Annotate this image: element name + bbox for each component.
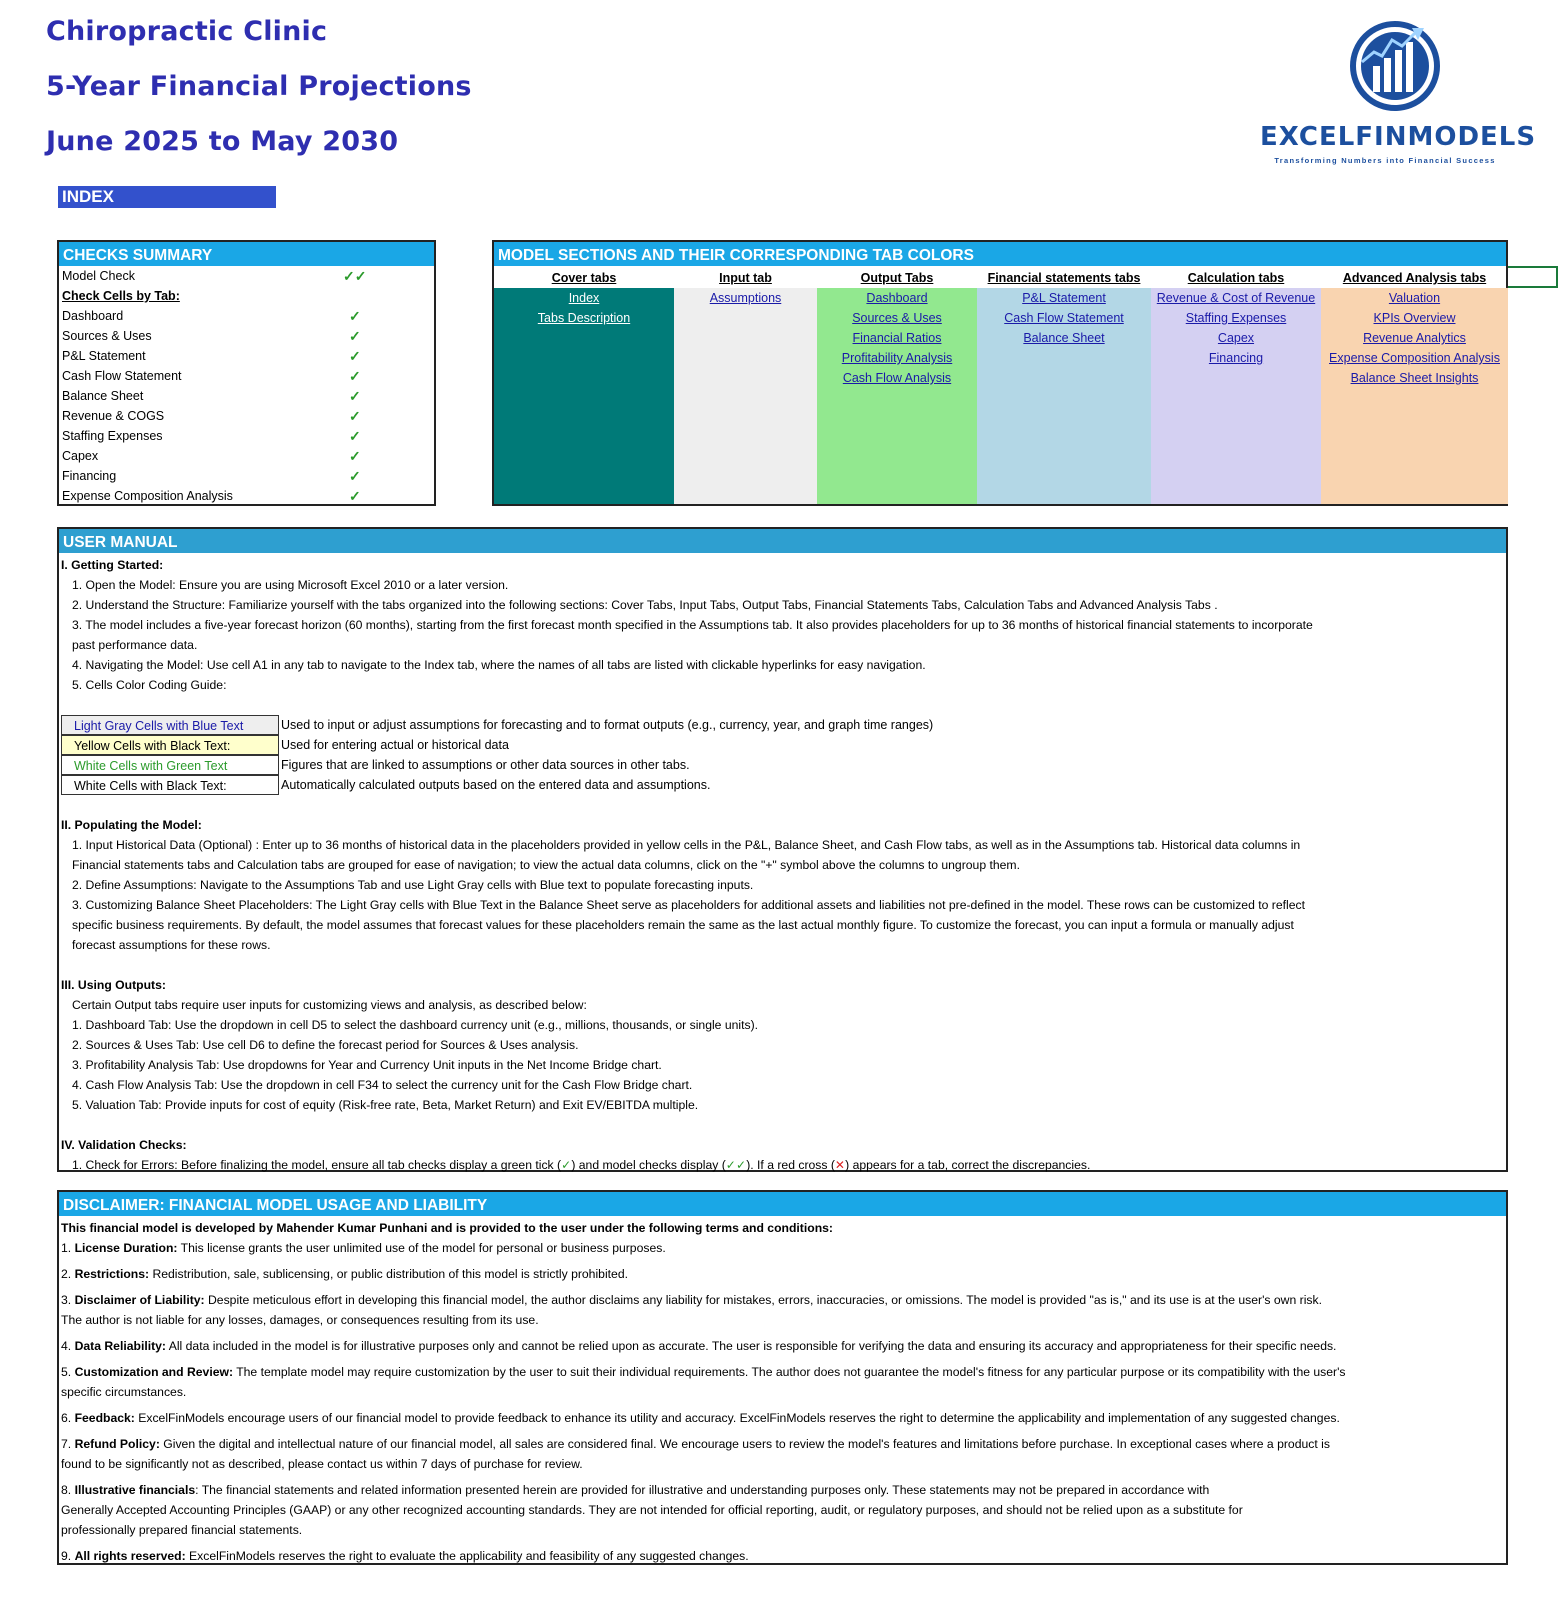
disclaimer-term: License Duration: — [74, 1241, 178, 1255]
disclaimer-number: 6. — [61, 1411, 75, 1425]
section-heading: Financial statements tabs — [987, 271, 1141, 285]
check-row — [59, 346, 434, 366]
disclaimer-number: 7. — [61, 1437, 75, 1451]
disclaimer-text: Redistribution, sale, sublicensing, or public distribution of this model is strictly prohibited. — [149, 1267, 628, 1281]
manual-line: 1. Dashboard Tab: Use the dropdown in cell D5 to select the dashboard currency unit (e.g., millions, thousands, or single units). — [72, 1018, 759, 1032]
manual-line: 5. Cells Color Coding Guide: — [72, 678, 227, 692]
tab-link[interactable]: Sources & Uses — [852, 311, 942, 325]
validation-text: ) and model checks display ( — [571, 1158, 726, 1172]
check-tick-icon: ✓ — [349, 328, 361, 344]
disclaimer-item — [61, 1290, 1322, 1310]
model-check-icon: ✓✓ — [343, 268, 367, 284]
index-label: INDEX — [58, 186, 276, 208]
section-heading: Advanced Analysis tabs — [1342, 271, 1487, 285]
check-label: Cash Flow Statement — [62, 369, 182, 383]
section-column — [674, 288, 817, 504]
checks-summary-panel — [57, 240, 436, 506]
disclaimer-text: Given the digital and intellectual nature of our financial model, all sales are considered final. We encourage users to review the model's features and limitations before purchase. In exceptional cases where a product is — [159, 1437, 1330, 1451]
disclaimer-item — [61, 1238, 666, 1258]
disclaimer-body — [59, 1218, 1504, 1563]
model-sections-title: MODEL SECTIONS AND THEIR CORRESPONDING TAB COLORS — [494, 242, 1506, 266]
manual-line: Financial statements tabs and Calculation tabs are grouped for ease of navigation; to view the actual data columns, click on the "+" symbol above the columns to ungroup them. — [72, 858, 1020, 872]
selected-cell[interactable] — [1508, 266, 1558, 288]
model-sections-panel — [492, 240, 1508, 506]
check-tick-icon: ✓ — [349, 488, 361, 504]
color-legend-cell: Yellow Cells with Black Text: — [61, 735, 279, 755]
section-heading: Output Tabs — [860, 271, 934, 285]
disclaimer-continuation: found to be significantly not as described, please contact us within 7 days of purchase for review. — [61, 1457, 583, 1471]
disclaimer-item — [61, 1480, 1209, 1500]
logo-tagline: Transforming Numbers into Financial Success — [1274, 156, 1496, 165]
tab-link[interactable]: Index — [568, 291, 600, 305]
disclaimer-item — [61, 1362, 1346, 1382]
check-row — [59, 446, 434, 466]
check-label: Revenue & COGS — [62, 409, 165, 423]
check-tick-icon: ✓ — [349, 468, 361, 484]
check-tick-icon: ✓ — [349, 388, 361, 404]
section-links — [494, 288, 674, 328]
check-cells-by-tab-label: Check Cells by Tab: — [62, 289, 180, 303]
color-legend-description: Used for entering actual or historical data — [281, 738, 509, 752]
manual-line: 5. Valuation Tab: Provide inputs for cost of equity (Risk-free rate, Beta, Market Return) and Exit EV/EBITDA multiple. — [72, 1098, 699, 1112]
manual-line: 3. Profitability Analysis Tab: Use dropdowns for Year and Currency Unit inputs in the Net Income Bridge chart. — [72, 1058, 662, 1072]
check-label: Expense Composition Analysis — [62, 489, 233, 503]
manual-line: 2. Define Assumptions: Navigate to the Assumptions Tab and use Light Gray cells with Blue text to populate forecasting inputs. — [72, 878, 754, 892]
check-tick-icon: ✓ — [349, 408, 361, 424]
tab-link[interactable]: Dashboard — [866, 291, 928, 305]
disclaimer-term: Feedback: — [74, 1411, 135, 1425]
validation-text: ) appears for a tab, correct the discrepancies. — [845, 1158, 1091, 1172]
disclaimer-text: ExcelFinModels reserves the right to evaluate the applicability and feasibility of any suggested changes. — [185, 1549, 749, 1563]
tab-link[interactable]: Cash Flow Statement — [1004, 311, 1124, 325]
disclaimer-item — [61, 1434, 1330, 1454]
check-tick-icon: ✓ — [349, 308, 361, 324]
check-tick-icon: ✓ — [349, 368, 361, 384]
green-tick-icon: ✓ — [561, 1158, 572, 1172]
section-heading: Input tab — [719, 271, 772, 285]
tab-link[interactable]: Revenue & Cost of Revenue — [1156, 291, 1316, 305]
tab-link[interactable]: Revenue Analytics — [1363, 331, 1466, 345]
manual-line: Certain Output tabs require user inputs for customizing views and analysis, as described below: — [72, 998, 587, 1012]
tab-link[interactable]: Expense Composition Analysis — [1329, 351, 1500, 365]
manual-line: 1. Input Historical Data (Optional) : Enter up to 36 months of historical data in the placeholders provided in yellow cells in the P&L, Balance Sheet, and Cash Flow tabs, as well as in the Assumptions tab. Historical data columns in — [72, 838, 1301, 852]
disclaimer-continuation: Generally Accepted Accounting Principles (GAAP) or any other recognized accounting standards. They are not intended for official reporting, audit, or regulatory purposes, and should not be relied upon as a substitute for — [61, 1503, 1243, 1517]
logo-name: EXCELFINMODELS — [1260, 122, 1537, 152]
red-cross-icon: ✕ — [834, 1158, 846, 1172]
disclaimer-text: The template model may require customization by the user to suit their individual requirements. The author does not guarantee the model's fitness for any particular purpose or its compatibility with the user's — [233, 1365, 1346, 1379]
manual-line: 3. Customizing Balance Sheet Placeholders: The Light Gray cells with Blue Text in the Balance Sheet serve as placeholders for additional assets and liabilities not pre-defined in the model. These rows can be customized to reflect — [72, 898, 1305, 912]
tab-link[interactable]: Balance Sheet Insights — [1350, 371, 1479, 385]
check-row — [59, 486, 434, 506]
bar-chart-arrow-logo-icon — [1260, 18, 1510, 118]
manual-line: 1. Open the Model: Ensure you are using Microsoft Excel 2010 or a later version. — [72, 578, 509, 592]
disclaimer-term: Illustrative financials — [74, 1483, 196, 1497]
manual-line: 2. Understand the Structure: Familiarize yourself with the tabs organized into the following sections: Cover Tabs, Input Tabs, Output Tabs, Financial Statements Tabs, Calculation Tabs and Advanced Analysis Tabs . — [72, 598, 1218, 612]
date-range-title: June 2025 to May 2030 — [46, 126, 399, 157]
manual-line: past performance data. — [72, 638, 198, 652]
tab-link[interactable]: P&L Statement — [1022, 291, 1106, 305]
disclaimer-number: 3. — [61, 1293, 75, 1307]
manual-line: 3. The model includes a five-year forecast horizon (60 months), starting from the first forecast month specified in the Assumptions tab. It also provides placeholders for up to 36 months of historical financial statements to incorporate — [72, 618, 1313, 632]
user-manual-panel — [57, 527, 1508, 1172]
section-heading: Calculation tabs — [1187, 271, 1285, 285]
tab-link[interactable]: Financing — [1208, 351, 1264, 365]
tab-link[interactable]: Staffing Expenses — [1185, 311, 1287, 325]
color-legend-description: Automatically calculated outputs based on the entered data and assumptions. — [281, 778, 711, 792]
section-links — [817, 288, 977, 388]
model-check-row — [59, 266, 434, 286]
tab-link[interactable]: Balance Sheet — [1023, 331, 1105, 345]
disclaimer-text: All data included in the model is for illustrative purposes only and cannot be relied upon as accurate. The user is responsible for verifying the data and ensuring its accuracy and appropriateness for their specific needs. — [166, 1339, 1337, 1353]
check-label: Capex — [62, 449, 99, 463]
manual-section-heading: III. Using Outputs: — [61, 978, 166, 992]
disclaimer-term: Restrictions: — [74, 1267, 150, 1281]
check-label: Balance Sheet — [62, 389, 144, 403]
validation-text: ). If a red cross ( — [746, 1158, 835, 1172]
section-heading: Cover tabs — [551, 271, 617, 285]
disclaimer-text: Despite meticulous effort in developing this financial model, the author disclaims any liability for mistakes, errors, inaccuracies, or omissions. The model is provided "as is," and its use is at the user's own risk. — [204, 1293, 1322, 1307]
color-legend-cell: Light Gray Cells with Blue Text — [61, 715, 279, 735]
check-row — [59, 466, 434, 486]
disclaimer-continuation: specific circumstances. — [61, 1385, 187, 1399]
disclaimer-intro: This financial model is developed by Mahender Kumar Punhani and is provided to the user under the following terms and conditions: — [61, 1221, 833, 1235]
tab-link[interactable]: Cash Flow Analysis — [842, 371, 952, 385]
tab-link[interactable]: Capex — [1217, 331, 1255, 345]
manual-section-heading: I. Getting Started: — [61, 558, 164, 572]
check-row — [59, 426, 434, 446]
check-label: Sources & Uses — [62, 329, 152, 343]
manual-line: 4. Navigating the Model: Use cell A1 in any tab to navigate to the Index tab, where the names of all tabs are listed with clickable hyperlinks for easy navigation. — [72, 658, 926, 672]
check-row — [59, 406, 434, 426]
disclaimer-title: DISCLAIMER: FINANCIAL MODEL USAGE AND LIABILITY — [59, 1192, 1506, 1216]
disclaimer-text: This license grants the user unlimited use of the model for personal or business purposes. — [177, 1241, 666, 1255]
color-legend-cell: White Cells with Green Text — [61, 755, 279, 775]
check-row — [59, 326, 434, 346]
disclaimer-number: 5. — [61, 1365, 75, 1379]
tab-link[interactable]: Tabs Description — [537, 311, 631, 325]
tab-link[interactable]: Valuation — [1388, 291, 1441, 305]
clinic-title: Chiropractic Clinic — [46, 16, 328, 47]
manual-line: specific business requirements. By default, the model assumes that forecast values for these placeholders remain the same as the last actual monthly figure. To customize the forecast, you can input a formula or manually adjust — [72, 918, 1294, 932]
section-links — [977, 288, 1151, 348]
check-label: Financing — [62, 469, 117, 483]
projection-title: 5-Year Financial Projections — [46, 71, 472, 102]
tab-link[interactable]: Financial Ratios — [852, 331, 942, 345]
validation-text: 1. Check for Errors: Before finalizing the model, ensure all tab checks display a green tick ( — [72, 1158, 562, 1172]
user-manual-title: USER MANUAL — [59, 529, 1506, 553]
disclaimer-term: Refund Policy: — [74, 1437, 160, 1451]
disclaimer-item — [61, 1264, 628, 1284]
manual-line: forecast assumptions for these rows. — [72, 938, 271, 952]
tab-link[interactable]: Profitability Analysis — [841, 351, 953, 365]
color-legend-cell: White Cells with Black Text: — [61, 775, 279, 795]
check-row — [59, 306, 434, 326]
disclaimer-term: All rights reserved: — [74, 1549, 186, 1563]
disclaimer-item — [61, 1408, 1340, 1428]
manual-line: 2. Sources & Uses Tab: Use cell D6 to define the forecast period for Sources & Uses analysis. — [72, 1038, 579, 1052]
section-links — [1151, 288, 1321, 368]
disclaimer-term: Disclaimer of Liability: — [74, 1293, 205, 1307]
check-tick-icon: ✓ — [349, 448, 361, 464]
disclaimer-number: 8. — [61, 1483, 75, 1497]
check-label: Staffing Expenses — [62, 429, 163, 443]
validation-line — [72, 1155, 1090, 1175]
check-tick-icon: ✓ — [349, 428, 361, 444]
double-tick-icon: ✓✓ — [725, 1158, 747, 1172]
check-label: P&L Statement — [62, 349, 146, 363]
tab-link[interactable]: Assumptions — [709, 291, 782, 305]
disclaimer-panel — [57, 1190, 1508, 1565]
disclaimer-continuation: professionally prepared financial statements. — [61, 1523, 303, 1537]
disclaimer-number: 2. — [61, 1267, 75, 1281]
disclaimer-number: 9. — [61, 1549, 75, 1563]
disclaimer-continuation: The author is not liable for any losses, damages, or consequences resulting from its use. — [61, 1313, 539, 1327]
disclaimer-item — [61, 1336, 1336, 1356]
disclaimer-number: 1. — [61, 1241, 75, 1255]
disclaimer-term: Data Reliability: — [74, 1339, 166, 1353]
user-manual-body — [61, 555, 1501, 1172]
tab-link[interactable]: KPIs Overview — [1373, 311, 1456, 325]
check-row — [59, 366, 434, 386]
manual-line: 4. Cash Flow Analysis Tab: Use the dropdown in cell F34 to select the currency unit for the Cash Flow Bridge chart. — [72, 1078, 693, 1092]
color-legend-description: Figures that are linked to assumptions or other data sources in other tabs. — [281, 758, 690, 772]
section-links — [1321, 288, 1508, 388]
model-check-label: Model Check — [62, 269, 135, 283]
disclaimer-item — [61, 1546, 749, 1566]
disclaimer-text: : The financial statements and related information presented herein are provided for illustrative and understanding purposes only. These statements may not be prepared in accordance with — [195, 1483, 1210, 1497]
disclaimer-term: Customization and Review: — [74, 1365, 234, 1379]
check-tick-icon: ✓ — [349, 348, 361, 364]
company-logo — [1260, 18, 1537, 168]
manual-section-heading: II. Populating the Model: — [61, 818, 202, 832]
disclaimer-text: ExcelFinModels encourage users of our financial model to provide feedback to enhance its utility and accuracy. ExcelFinModels reserves the right to determine the applicability and implementation of any suggested changes. — [134, 1411, 1340, 1425]
check-row — [59, 386, 434, 406]
checks-summary-title: CHECKS SUMMARY — [59, 242, 434, 266]
check-items-list — [59, 306, 434, 506]
check-label: Dashboard — [62, 309, 124, 323]
color-legend-description: Used to input or adjust assumptions for forecasting and to format outputs (e.g., currency, year, and graph time ranges) — [281, 718, 934, 732]
section-links — [674, 288, 817, 308]
disclaimer-number: 4. — [61, 1339, 75, 1353]
manual-section-heading: IV. Validation Checks: — [61, 1138, 187, 1152]
